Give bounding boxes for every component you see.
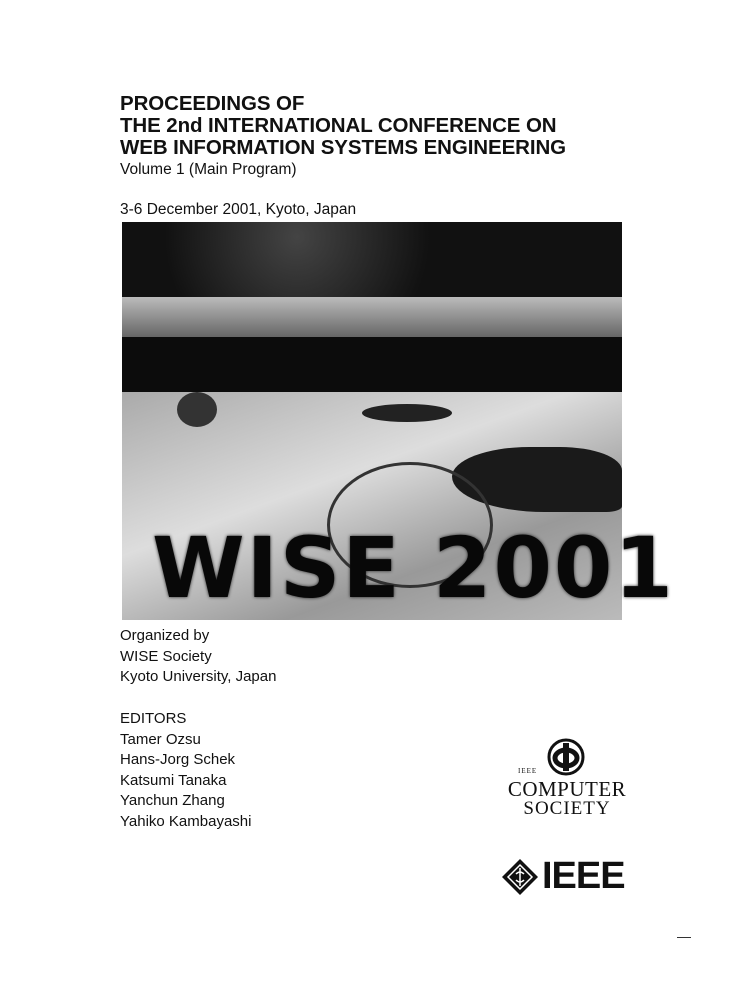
editor-name: Yanchun Zhang	[120, 792, 225, 810]
ieee-diamond-icon	[502, 859, 538, 895]
wise-2001-letters: WISE 2001	[152, 519, 675, 617]
editors-heading: EDITORS	[120, 710, 187, 727]
volume-label: Volume 1 (Main Program)	[120, 161, 297, 178]
editor-name: Hans-Jorg Schek	[120, 751, 236, 769]
cs-ieee-small: IEEE	[518, 767, 538, 775]
organized-section	[120, 626, 276, 688]
phi-icon	[546, 737, 586, 777]
editor-name: Katsumi Tanaka	[120, 771, 227, 789]
scan-mark	[677, 937, 691, 938]
editor-name: Tamer Ozsu	[120, 730, 201, 748]
organizer: Kyoto University, Japan	[120, 668, 277, 686]
cs-line2: SOCIETY	[523, 798, 611, 819]
title-line-3: WEB INFORMATION SYSTEMS ENGINEERING	[120, 136, 566, 159]
editors-section	[120, 709, 251, 833]
cs-line1: COMPUTER	[507, 777, 627, 801]
organized-heading: Organized by	[120, 627, 210, 644]
title-line-2: THE 2nd INTERNATIONAL CONFERENCE ON	[120, 114, 557, 137]
computer-society-logo	[498, 737, 636, 822]
dates-location: 3-6 December 2001, Kyoto, Japan	[120, 201, 357, 218]
title-line-1: PROCEEDINGS OF	[120, 92, 305, 115]
cover-photo	[122, 222, 675, 620]
organizer: WISE Society	[120, 647, 212, 665]
ieee-text: IEEE	[542, 855, 625, 897]
editor-name: Yahiko Kambayashi	[120, 812, 252, 830]
